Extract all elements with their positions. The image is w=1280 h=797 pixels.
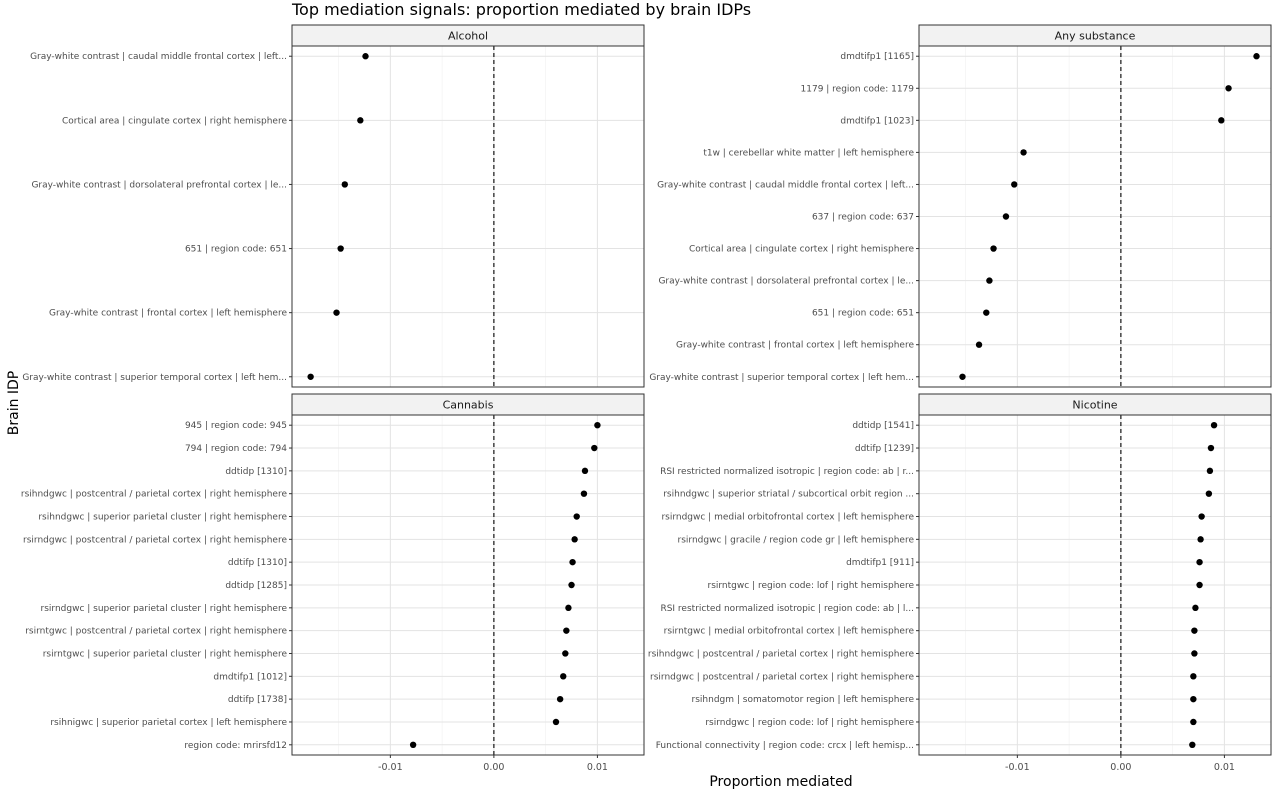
data-point <box>1011 181 1017 187</box>
x-tick-label: -0.01 <box>1005 762 1030 773</box>
y-tick-label: rsirndgwc | medial orbitofrontal cortex | left hemisphere <box>661 512 914 523</box>
y-tick-label: ddtidp [1285] <box>225 581 287 591</box>
y-tick-label: 794 | region code: 794 <box>184 444 287 455</box>
data-point <box>563 627 569 633</box>
data-point <box>976 342 982 348</box>
x-tick-label: 0.01 <box>586 762 608 773</box>
y-tick-label: ddtidp [1310] <box>225 466 287 477</box>
y-tick-label: rsirndgwc | region code: lof | right hemisphere <box>705 717 914 728</box>
data-point <box>1225 85 1231 91</box>
y-tick-label: Functional connectivity | region code: crcx | left hemisp... <box>655 740 914 751</box>
y-tick-label: 637 | region code: 637 <box>811 212 914 223</box>
data-point <box>342 181 348 187</box>
y-tick-label: t1w | cerebellar white matter | left hemisphere <box>703 148 914 159</box>
y-tick-label: rsirntgwc | postcentral / parietal cortex | right hemisphere <box>25 626 287 637</box>
y-tick-label: rsihndgwc | superior striatal / subcortical orbit region ... <box>663 489 914 500</box>
y-tick-label: dmdtifp1 [1165] <box>840 52 914 63</box>
data-point <box>1253 53 1259 59</box>
data-point <box>1206 490 1212 496</box>
x-tick-label: -0.01 <box>378 762 403 773</box>
y-tick-label: 651 | region code: 651 <box>184 244 287 255</box>
y-tick-label: rsirndgwc | gracile / region code gr | left hemisphere <box>677 535 914 546</box>
y-tick-label: rsihndgwc | postcentral / parietal cortex | right hemisphere <box>647 649 914 660</box>
y-tick-label: Gray-white contrast | superior temporal cortex | left hem... <box>649 372 914 383</box>
y-tick-label: rsihndgwc | superior parietal cluster | right hemisphere <box>38 512 287 523</box>
panel-any-substance <box>649 25 1271 387</box>
data-point <box>557 696 563 702</box>
facet-label: Nicotine <box>1072 398 1118 412</box>
data-point <box>553 719 559 725</box>
data-point <box>1208 445 1214 451</box>
data-point <box>1196 559 1202 565</box>
data-point <box>1189 742 1195 748</box>
data-point <box>1197 536 1203 542</box>
data-point <box>560 673 566 679</box>
y-tick-label: Cortical area | cingulate cortex | right hemisphere <box>61 116 287 127</box>
y-tick-label: ddtidp [1541] <box>852 421 914 432</box>
data-point <box>1198 513 1204 519</box>
data-point <box>337 245 343 251</box>
data-point <box>1191 650 1197 656</box>
y-tick-label: Gray-white contrast | dorsolateral prefrontal cortex | le... <box>31 180 287 191</box>
y-tick-label: RSI restricted normalized isotropic | region code: ab | l... <box>660 603 914 614</box>
data-point <box>591 445 597 451</box>
y-tick-label: Gray-white contrast | caudal middle frontal cortex | left... <box>30 52 287 63</box>
data-point <box>1190 696 1196 702</box>
data-point <box>1211 422 1217 428</box>
y-tick-label: ddtifp [1310] <box>227 558 287 569</box>
data-point <box>1196 582 1202 588</box>
y-tick-label: Gray-white contrast | dorsolateral prefrontal cortex | le... <box>658 276 914 287</box>
y-tick-label: Gray-white contrast | frontal cortex | left hemisphere <box>48 308 287 319</box>
y-tick-label: Gray-white contrast | caudal middle frontal cortex | left... <box>657 180 914 191</box>
data-point <box>362 53 368 59</box>
y-tick-label: 651 | region code: 651 <box>811 308 914 319</box>
panel-cannabis <box>21 394 644 773</box>
data-point <box>1190 719 1196 725</box>
data-point <box>565 605 571 611</box>
y-tick-label: rsihnigwc | superior parietal cortex | left hemisphere <box>50 717 287 728</box>
data-point <box>1190 673 1196 679</box>
data-point <box>574 513 580 519</box>
y-tick-label: 1179 | region code: 1179 <box>800 84 914 95</box>
panel-alcohol <box>22 25 644 387</box>
y-tick-label: dmdtifp1 [1023] <box>840 116 914 127</box>
data-point <box>1020 149 1026 155</box>
data-point <box>959 374 965 380</box>
data-point <box>990 245 996 251</box>
y-tick-label: ddtifp [1239] <box>854 444 914 455</box>
y-tick-label: Gray-white contrast | superior temporal cortex | left hem... <box>22 372 287 383</box>
data-point <box>581 490 587 496</box>
x-tick-label: 0.00 <box>1110 762 1132 773</box>
data-point <box>562 650 568 656</box>
data-point <box>1218 117 1224 123</box>
y-tick-label: rsihndgwc | postcentral / parietal cortex | right hemisphere <box>20 489 287 500</box>
data-point <box>1207 468 1213 474</box>
y-tick-label: region code: mrirsfd12 <box>184 740 287 751</box>
x-tick-label: 0.00 <box>483 762 505 773</box>
y-tick-label: dmdtifp1 [1012] <box>213 672 287 683</box>
y-tick-label: dmdtifp1 [911] <box>846 558 914 569</box>
y-tick-label: Gray-white contrast | frontal cortex | left hemisphere <box>675 340 914 351</box>
y-axis-title: Brain IDP <box>6 370 22 436</box>
data-point <box>333 309 339 315</box>
facet-label: Alcohol <box>447 29 489 43</box>
y-tick-label: rsirntgwc | region code: lof | right hemisphere <box>707 581 914 591</box>
data-point <box>307 374 313 380</box>
panel-nicotine <box>648 394 1271 773</box>
x-axis-title: Proportion mediated <box>709 774 853 790</box>
y-tick-label: rsihndgm | somatomotor region | left hemisphere <box>691 695 914 706</box>
y-tick-label: rsirndgwc | postcentral / parietal cortex | right hemisphere <box>23 535 287 546</box>
y-tick-label: rsirndgwc | postcentral / parietal cortex | right hemisphere <box>650 672 914 683</box>
y-tick-label: rsirndgwc | superior parietal cluster | right hemisphere <box>40 603 287 614</box>
y-tick-label: rsirntgwc | medial orbitofrontal cortex | left hemisphere <box>663 626 914 637</box>
y-tick-label: Cortical area | cingulate cortex | right hemisphere <box>688 244 914 255</box>
data-point <box>568 582 574 588</box>
data-point <box>1192 605 1198 611</box>
y-tick-label: rsirntgwc | superior parietal cluster | right hemisphere <box>42 649 287 660</box>
y-tick-label: RSI restricted normalized isotropic | region code: ab | r... <box>660 466 914 477</box>
data-point <box>571 536 577 542</box>
data-point <box>582 468 588 474</box>
data-point <box>986 277 992 283</box>
data-point <box>410 742 416 748</box>
data-point <box>569 559 575 565</box>
x-tick-label: 0.01 <box>1213 762 1235 773</box>
data-point <box>1003 213 1009 219</box>
panel-background <box>292 46 644 387</box>
y-tick-label: 945 | region code: 945 <box>184 421 287 432</box>
facet-panels <box>21 25 1271 773</box>
chart-title: Top mediation signals: proportion mediated by brain IDPs <box>292 0 752 19</box>
data-point <box>983 309 989 315</box>
facet-label: Cannabis <box>442 398 494 412</box>
data-point <box>357 117 363 123</box>
data-point <box>594 422 600 428</box>
y-tick-label: ddtifp [1738] <box>227 695 287 706</box>
data-point <box>1191 627 1197 633</box>
facet-label: Any substance <box>1054 29 1136 43</box>
